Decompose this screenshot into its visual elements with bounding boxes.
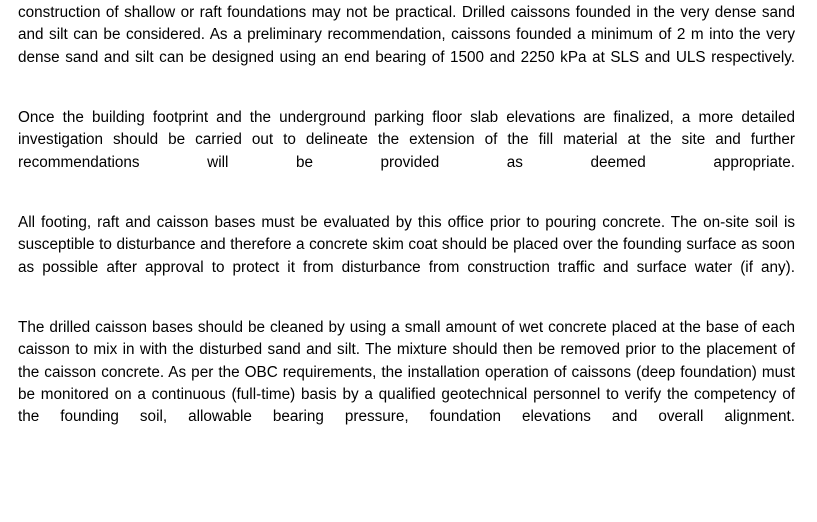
paragraph-base-evaluation: All footing, raft and caisson bases must be evaluated by this office prior to pouring concrete. The on-site soil is susceptible to disturbance and therefore a concrete skim coat should be placed over the founding surface as soon as possible after approval to protect it from disturbance from construction traffic and surface water (if any). xyxy=(18,214,795,276)
paragraph-detailed-investigation: Once the building footprint and the underground parking floor slab elevations are finalized, a more detailed investigation should be carried out to delineate the extension of the fill material at the site and further recommendations will be provided as deemed appropriate. xyxy=(18,109,795,171)
paragraph-caisson-end-bearing: construction of shallow or raft foundations may not be practical. Drilled caissons founded in the very dense sand and silt can be considered. As a preliminary recommendation, caissons founded a minimum of 2 m into the very dense sand and silt can be designed using an end bearing of 1500 and 2250 kPa at SLS and ULS respectively. xyxy=(18,4,795,66)
paragraph-caisson-base-cleaning: The drilled caisson bases should be cleaned by using a small amount of wet concrete placed at the base of each caisson to mix in with the disturbed sand and silt. The mixture should then be removed prior to the placement of the caisson concrete. As per the OBC requirements, the installation operation of caissons (deep foundation) must be monitored on a continuous (full-time) basis by a qualified geotechnical personnel to verify the competency of the founding soil, allowable bearing pressure, foundation elevations and overall alignment. xyxy=(18,319,795,425)
